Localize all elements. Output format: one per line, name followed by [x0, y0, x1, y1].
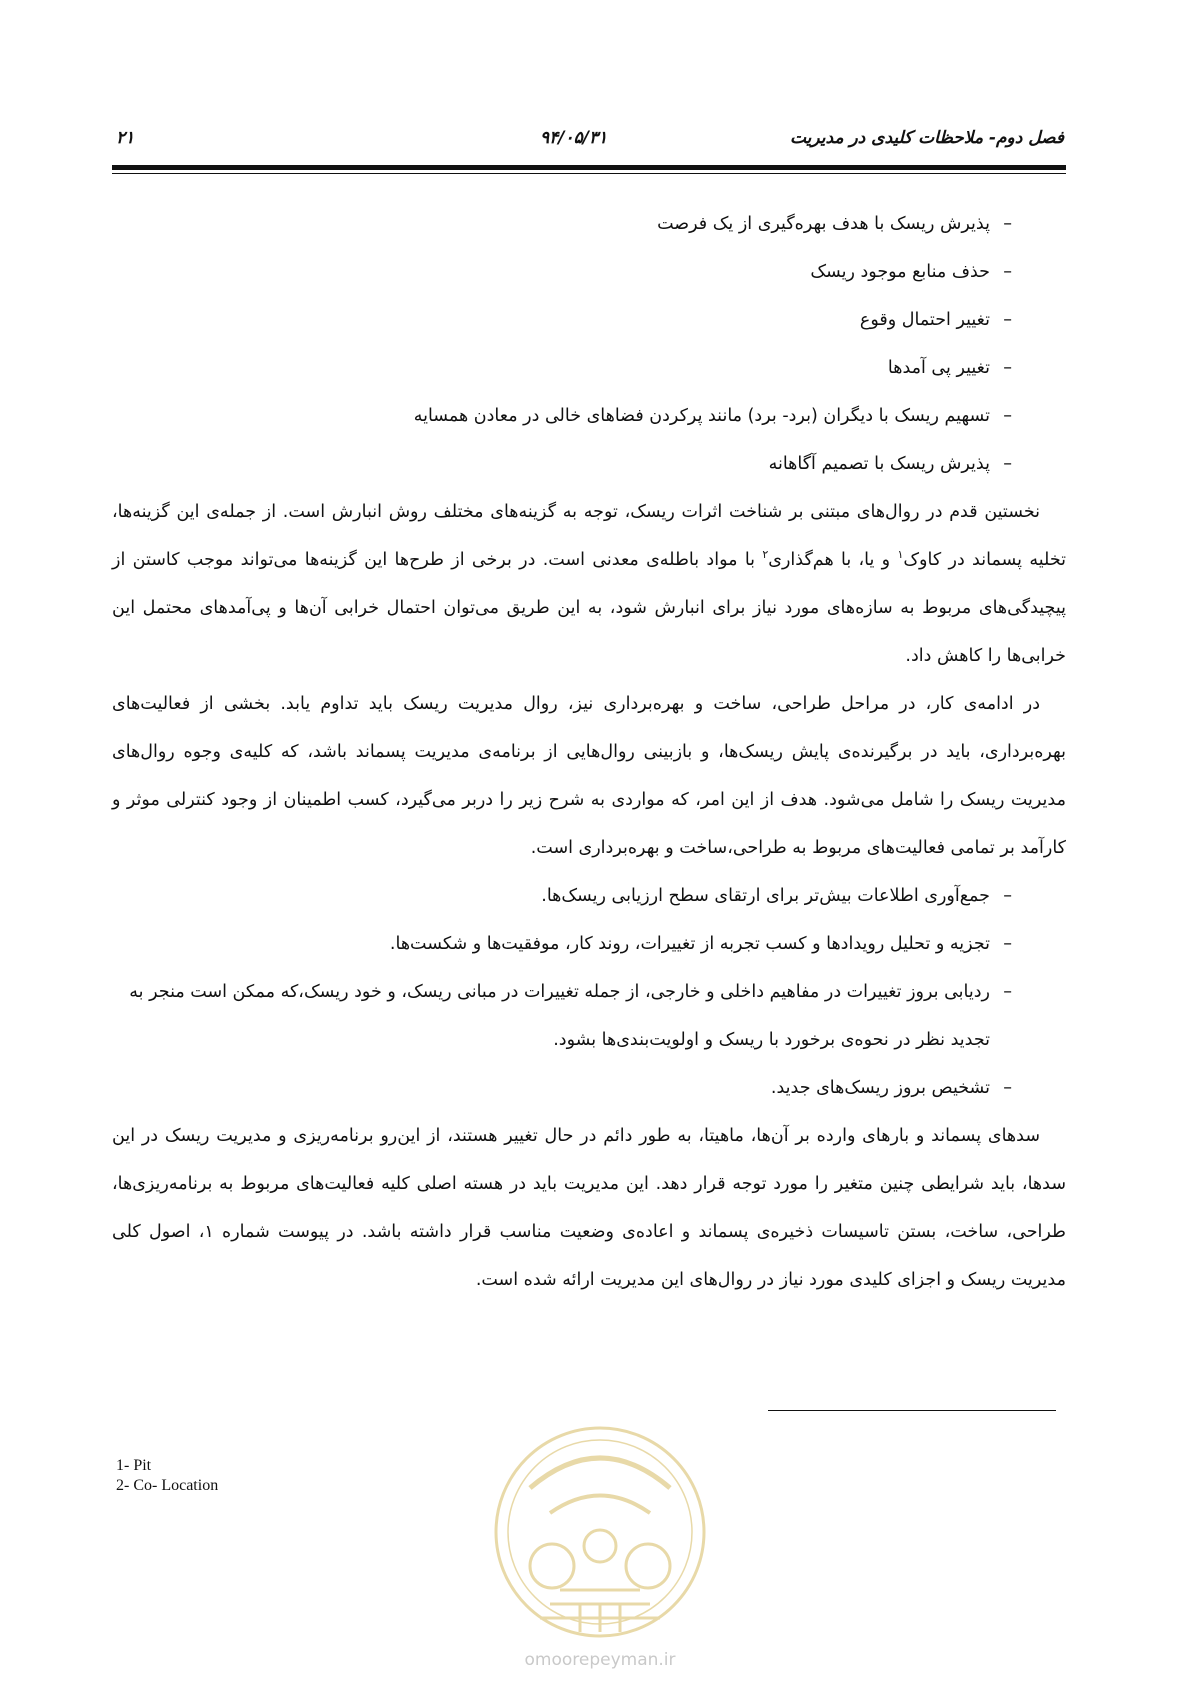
list-item: [112, 872, 1066, 920]
page-number: ۲۱: [116, 128, 135, 148]
list-item: [112, 200, 1066, 248]
list-item-text: حذف منابع موجود ریسک: [810, 262, 990, 282]
footnote-rule: [768, 1410, 1056, 1411]
paragraph-text: با مواد باطله‌ی معدنی است. در برخی از طرح‌ها این گزینه‌ها می‌تواند موجب کاستن از پیچیدگی‌های مربوط به سازه‌های مورد نیاز برای انبارش شود، به این طریق می‌توان احتمال خرابی آن‌ها و پی‌آمدهای محتمل این خرابی‌ها را کاهش داد.: [112, 550, 1066, 666]
dash-bullet: –: [1003, 310, 1012, 330]
paragraph-text: و یا، با هم‌گذاری: [768, 550, 898, 570]
footnotes: [116, 1456, 218, 1496]
list-item-text: ردیابی بروز تغییرات در مفاهیم داخلی و خارجی، از جمله تغییرات در مبانی ریسک، و خود ریسک،که ممکن است منجر به تجدید نظر در نحوه‌ی برخورد با ریسک و اولویت‌بندی‌ها بشود.: [129, 982, 990, 1050]
list-item: [112, 248, 1066, 296]
dash-bullet: –: [1003, 406, 1012, 426]
list-item-text: پذیرش ریسک با تصمیم آگاهانه: [768, 454, 990, 474]
dash-bullet: –: [1003, 214, 1012, 234]
paragraph-text: نخستین قدم در روال‌های مبتنی بر شناخت اثرات ریسک، توجه به گزینه‌های مختلف روش انبارش است. از جمله‌ی این گزینه‌ها، تخلیه پسماند در کاوک: [112, 502, 1066, 570]
footnote-ref-1: ۱: [897, 548, 904, 562]
paragraph-operations: در ادامه‌ی کار، در مراحل طراحی، ساخت و بهره‌برداری نیز، روال مدیریت ریسک باید تداوم یابد. بخشی از فعالیت‌های بهره‌برداری، باید در برگیرنده‌ی پایش ریسک‌ها، و بازبینی روال‌هایی از برنامه‌ی مدیریت پسماند باشد، که کلیه‌ی وجوه روال‌های مدیریت ریسک را شامل می‌شود. هدف از این امر، که مواردی به شرح زیر را دربر می‌گیرد، کسب اطمینان از وجود کنترلی موثر و کارآمد بر تمامی فعالیت‌های مربوط به طراحی،ساخت و بهره‌برداری است.: [112, 694, 1066, 858]
list-item: [112, 296, 1066, 344]
list-item: [112, 440, 1066, 488]
paragraph-storage-options: [112, 488, 1066, 680]
list-item-text: تسهیم ریسک با دیگران (برد- برد) مانند پرکردن فضاهای خالی در معادن همسایه: [413, 406, 990, 426]
watermark: [480, 1418, 720, 1668]
header-rule-thick: [112, 165, 1066, 170]
list-item: [112, 344, 1066, 392]
watermark-url: omoorepeyman.ir: [524, 1650, 676, 1670]
list-item-text: تغییر پی آمدها: [887, 358, 990, 378]
list-item-text: تشخیص بروز ریسک‌های جدید.: [770, 1078, 990, 1098]
dash-bullet: –: [1003, 358, 1012, 378]
header-rule-thin: [112, 173, 1066, 174]
list-item: [112, 920, 1066, 968]
header-date: ۹۴/۰۵/۳۱: [540, 128, 608, 148]
list-item-text: تغییر احتمال وقوع: [859, 310, 990, 330]
chapter-title: فصل دوم- ملاحظات کلیدی در مدیریت: [789, 128, 1064, 148]
monitoring-list: [112, 872, 1066, 1112]
list-item-text: جمع‌آوری اطلاعات بیش‌تر برای ارتقای سطح ارزیابی ریسک‌ها.: [541, 886, 990, 906]
list-item: [112, 968, 1066, 1064]
footnote-ref-2: ۲: [762, 548, 769, 562]
watermark-logo-icon: [480, 1418, 720, 1650]
dash-bullet: –: [1003, 886, 1012, 906]
risk-options-list: [112, 200, 1066, 488]
footnote-1: 1- Pit: [116, 1457, 152, 1474]
dash-bullet: –: [1003, 982, 1012, 1002]
dash-bullet: –: [1003, 934, 1012, 954]
dash-bullet: –: [1003, 262, 1012, 282]
dash-bullet: –: [1003, 454, 1012, 474]
list-item-text: پذیرش ریسک با هدف بهره‌گیری از یک فرصت: [657, 214, 990, 234]
dash-bullet: –: [1003, 1078, 1012, 1098]
list-item: [112, 1064, 1066, 1112]
paragraph-tailings-dams: سدهای پسماند و بارهای وارده بر آن‌ها، ماهیتا، به طور دائم در حال تغییر هستند، از این‌رو برنامه‌ریزی و مدیریت ریسک در این سدها، باید شرایطی چنین متغیر را مورد توجه قرار دهد. این مدیریت باید در هسته اصلی کلیه فعالیت‌های مربوط به برنامه‌ریزی‌ها، طراحی، ساخت، بستن تاسیسات ذخیره‌ی پسماند و اعاده‌ی وضعیت مناسب قرار داشته باشد. در پیوست شماره ۱، اصول کلی مدیریت ریسک و اجزای کلیدی مورد نیاز در روال‌های این مدیریت ارائه شده است.: [112, 1126, 1066, 1290]
list-item-text: تجزیه و تحلیل رویدادها و کسب تجربه از تغییرات، روند کار، موفقیت‌ها و شکست‌ها.: [389, 934, 990, 954]
list-item: [112, 392, 1066, 440]
footnote-2: 2- Co- Location: [116, 1477, 219, 1494]
document-body: [112, 200, 1066, 1304]
